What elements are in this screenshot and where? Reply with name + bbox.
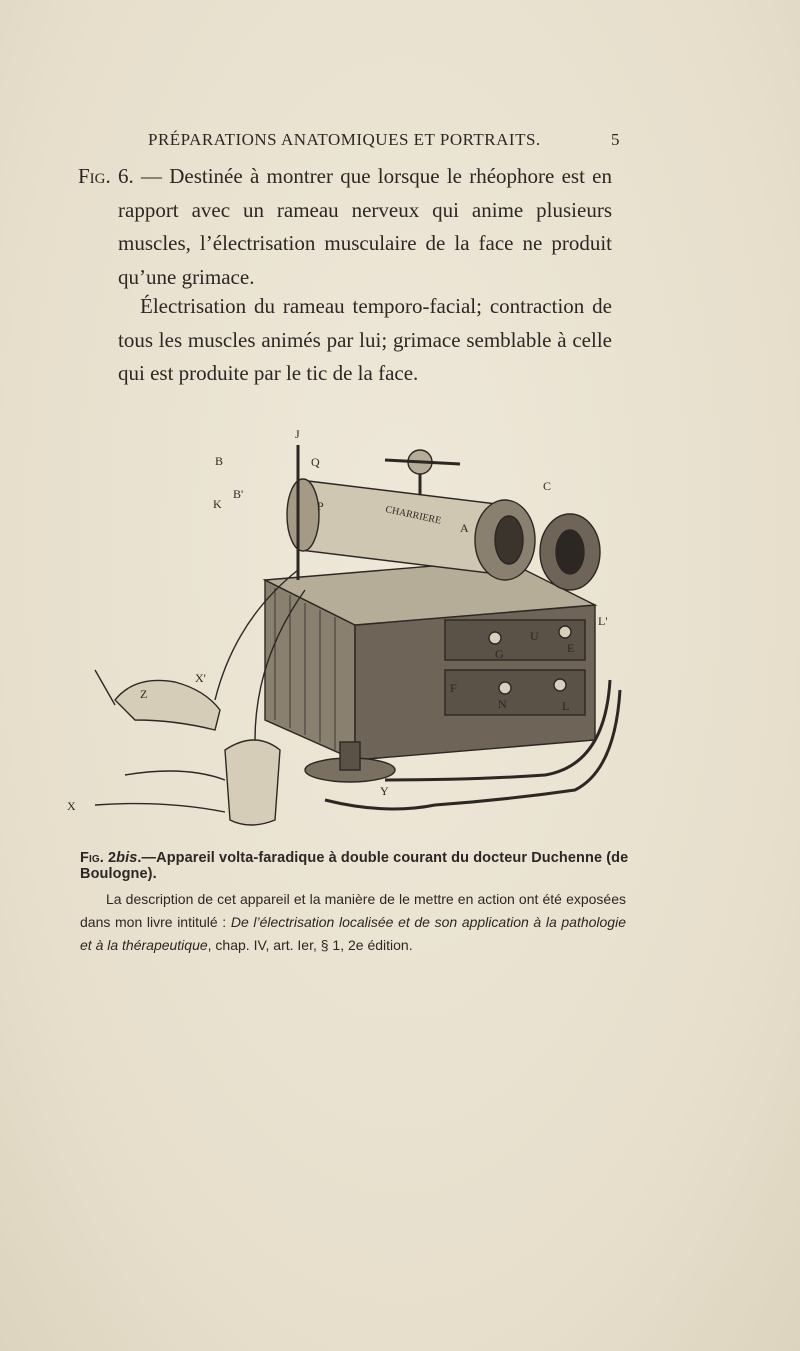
- label-U: U: [530, 629, 539, 643]
- apparatus-illustration: [55, 420, 635, 840]
- label-E: E: [567, 641, 575, 655]
- note-text-2: , chap. IV, art. Ier, § 1, 2e édition.: [207, 937, 413, 953]
- paragraph-1-text: — Destinée à montrer que lorsque le rhéophore est en rapport avec un rameau nerveux qui anime plusieurs muscles, l’électrisation musculaire de la face ne produit qu’une grimace.: [118, 164, 612, 289]
- label-X-prime: X': [195, 671, 206, 685]
- label-K: K: [213, 497, 222, 511]
- figure-caption: [80, 850, 640, 882]
- caption-bis: bis: [116, 850, 138, 866]
- apparatus-note: [80, 888, 626, 957]
- note-book-title: De l’électrisation localisée et de son application à la pathologie et à la thérapeutique: [80, 914, 626, 953]
- label-B-prime: B': [233, 487, 244, 501]
- label-B: B: [215, 454, 224, 468]
- label-X: X: [67, 799, 76, 813]
- running-title: PRÉPARATIONS ANATOMIQUES ET PORTRAITS.: [148, 130, 541, 149]
- label-L-prime: L': [598, 614, 608, 628]
- volta-faradic-apparatus-engraving: [55, 420, 635, 840]
- label-Q: Q: [311, 455, 320, 469]
- caption-fig-number: Fig. 2: [80, 850, 117, 866]
- paragraph-2: Électrisation du rameau temporo-facial; contraction de tous les muscles animés par lui; grimace semblable à celle qui est produite par le tic de la face.: [118, 294, 612, 385]
- label-C: C: [543, 479, 552, 493]
- label-N: N: [498, 697, 507, 711]
- figure-6-description: [78, 160, 612, 294]
- figure-reference: Fig. 6.: [78, 164, 134, 188]
- label-Y: Y: [380, 784, 389, 798]
- label-J: J: [295, 427, 300, 441]
- page-number: 5: [611, 130, 620, 149]
- label-A: A: [460, 521, 469, 535]
- label-F: F: [450, 681, 457, 695]
- label-charriere: CHARRIERE: [384, 504, 443, 527]
- label-Z: Z: [140, 687, 148, 701]
- label-G: G: [495, 647, 504, 661]
- label-P: P: [317, 499, 324, 513]
- label-L: L: [562, 699, 570, 713]
- caption-text: .—Appareil volta-faradique à double courant du docteur Duchenne (de Boulogne).: [80, 850, 629, 882]
- note-text-1: La description de cet appareil et la manière de le mettre en action ont été exposées dans mon livre intitulé :: [80, 891, 626, 930]
